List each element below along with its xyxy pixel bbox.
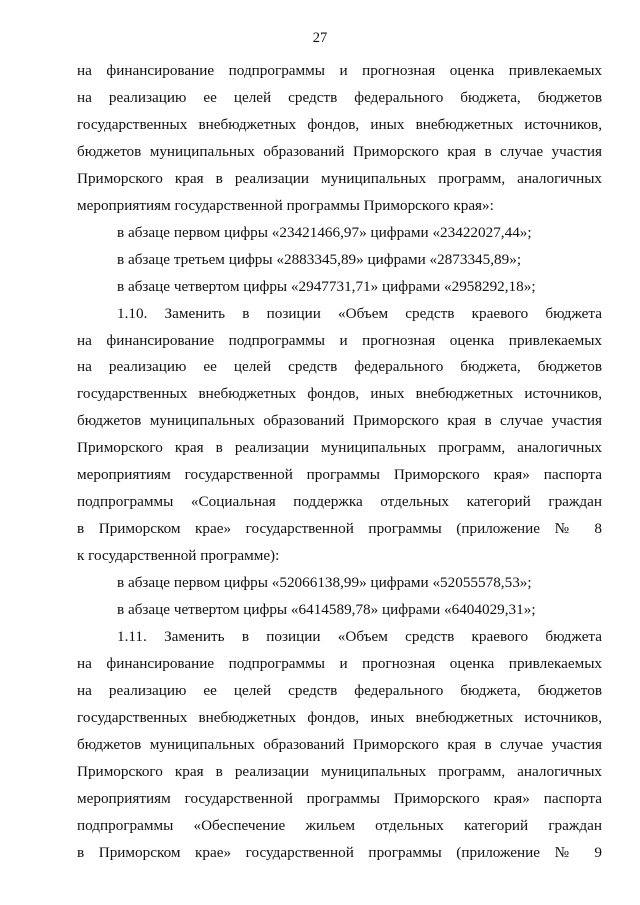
text-line: 1.11. Заменить в позиции «Объем средств краевого бюджета (117, 627, 602, 645)
text-line: Приморского края в реализации муниципальных программ, аналогичных (77, 169, 602, 187)
text-line: на реализацию ее целей средств федерального бюджета, бюджетов (77, 88, 602, 106)
text-line: в абзаце четвертом цифры «2947731,71» цифрами «2958292,18»; (117, 277, 536, 295)
text-line: на финансирование подпрограммы и прогнозная оценка привлекаемых (77, 331, 602, 349)
text-line: бюджетов муниципальных образований Приморского края в случае участия (77, 142, 602, 160)
text-line: на финансирование подпрограммы и прогнозная оценка привлекаемых (77, 654, 602, 672)
text-line: в Приморском крае» государственной программы (приложение № 8 (77, 520, 602, 538)
text-line: в абзаце первом цифры «23421466,97» цифрами «23422027,44»; (117, 223, 532, 241)
page-number: 27 (312, 30, 328, 46)
text-line: в абзаце четвертом цифры «6414589,78» цифрами «6404029,31»; (117, 601, 536, 618)
text-line: государственных внебюджетных фондов, иных внебюджетных источников, (77, 708, 602, 726)
text-line: Приморского края в реализации муниципальных программ, аналогичных (77, 762, 602, 780)
text-line: на реализацию ее целей средств федерального бюджета, бюджетов (77, 681, 602, 699)
text-line: мероприятиям государственной программы Приморского края» паспорта (77, 466, 602, 484)
text-line: на финансирование подпрограммы и прогнозная оценка привлекаемых (77, 62, 602, 79)
text-line: бюджетов муниципальных образований Приморского края в случае участия (77, 412, 602, 430)
text-line: в абзаце третьем цифры «2883345,89» цифрами «2873345,89»; (117, 250, 522, 268)
text-line: государственных внебюджетных фондов, иных внебюджетных источников, (77, 385, 602, 403)
text-line: бюджетов муниципальных образований Приморского края в случае участия (77, 735, 602, 753)
text-line: подпрограммы «Социальная поддержка отдельных категорий граждан (77, 493, 602, 511)
text-line: на реализацию ее целей средств федерального бюджета, бюджетов (77, 358, 602, 376)
text-line: к государственной программе): (77, 547, 280, 565)
text-line: в Приморском крае» государственной программы (приложение № 9 (77, 843, 602, 861)
text-line: Приморского края в реализации муниципальных программ, аналогичных (77, 439, 602, 457)
text-line: государственных внебюджетных фондов, иных внебюджетных источников, (77, 115, 602, 133)
text-line: подпрограммы «Обеспечение жильем отдельных категорий граждан (77, 816, 602, 834)
text-line: 1.10. Заменить в позиции «Объем средств краевого бюджета (117, 304, 602, 322)
text-line: в абзаце первом цифры «52066138,99» цифрами «52055578,53»; (117, 574, 532, 592)
text-line: мероприятиям государственной программы Приморского края»: (77, 196, 494, 214)
text-line: мероприятиям государственной программы Приморского края» паспорта (77, 789, 602, 807)
